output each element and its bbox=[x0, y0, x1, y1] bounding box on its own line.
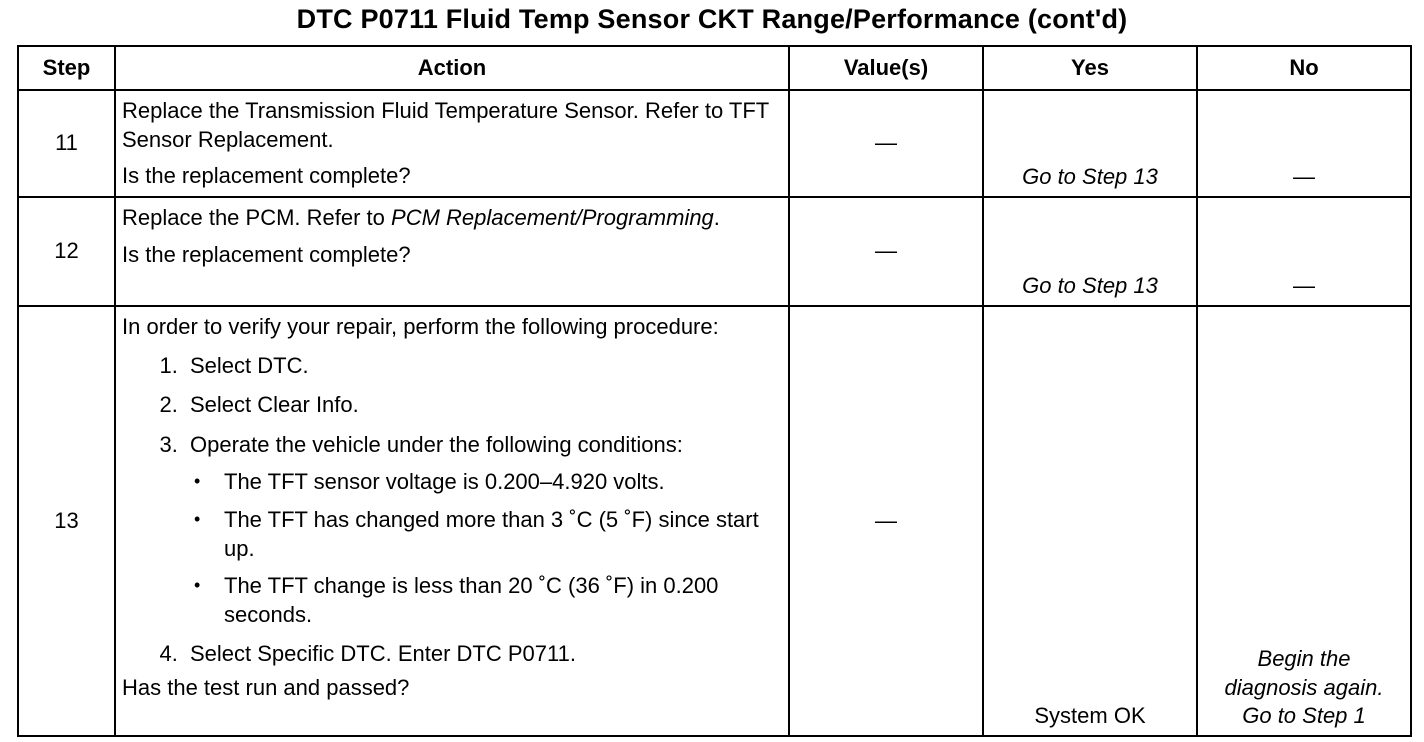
step-number: 11 bbox=[18, 90, 115, 197]
step-number: 13 bbox=[18, 306, 115, 736]
procedure-step: 1. Select DTC. bbox=[184, 352, 782, 381]
step-number: 12 bbox=[18, 197, 115, 306]
value-cell: — bbox=[789, 90, 983, 197]
no-line: Begin the bbox=[1257, 646, 1351, 672]
action-cell bbox=[115, 306, 789, 736]
action-cell bbox=[115, 90, 789, 197]
yes-cell: Go to Step 13 bbox=[983, 197, 1197, 306]
page-title: DTC P0711 Fluid Temp Sensor CKT Range/Performance (cont'd) bbox=[296, 4, 1128, 34]
procedure-step: 2. Select Clear Info. bbox=[184, 391, 782, 420]
condition-item: • The TFT change is less than 20 ˚C (36 ˚F) in 0.200 seconds. bbox=[224, 572, 782, 629]
condition-item: • The TFT has changed more than 3 ˚C (5 ˚F) since start up. bbox=[224, 506, 782, 563]
condition-item: • The TFT sensor voltage is 0.200–4.920 volts. bbox=[224, 468, 782, 497]
table-row bbox=[18, 197, 1411, 306]
no-cell bbox=[1197, 306, 1411, 736]
action-text: Replace the Transmission Fluid Temperature Sensor. Refer to TFT Sensor Replacement. bbox=[122, 98, 769, 152]
header-no: No bbox=[1197, 46, 1411, 90]
no-line: Go to Step 1 bbox=[1242, 703, 1366, 729]
action-cell bbox=[115, 197, 789, 306]
no-cell: — bbox=[1197, 197, 1411, 306]
action-text-prefix: Replace the PCM. Refer to bbox=[122, 205, 392, 230]
header-step: Step bbox=[18, 46, 115, 90]
action-question: Has the test run and passed? bbox=[122, 674, 410, 700]
header-values: Value(s) bbox=[789, 46, 983, 90]
header-action: Action bbox=[115, 46, 789, 90]
yes-cell: System OK bbox=[983, 306, 1197, 736]
no-cell: — bbox=[1197, 90, 1411, 197]
table-row bbox=[18, 306, 1411, 736]
action-question: Is the replacement complete? bbox=[122, 163, 411, 189]
value-cell: — bbox=[789, 306, 983, 736]
conditions-list bbox=[190, 468, 782, 629]
table-header-row bbox=[18, 46, 1411, 90]
procedure-step-text: Operate the vehicle under the following conditions: bbox=[190, 431, 683, 457]
action-reference: PCM Replacement/Programming bbox=[391, 205, 714, 230]
yes-cell: Go to Step 13 bbox=[983, 90, 1197, 197]
no-line: diagnosis again. bbox=[1224, 674, 1384, 700]
header-yes: Yes bbox=[983, 46, 1197, 90]
procedure-step: 4. Select Specific DTC. Enter DTC P0711. bbox=[184, 640, 782, 669]
procedure-step bbox=[184, 431, 782, 630]
action-question: Is the replacement complete? bbox=[122, 241, 411, 267]
action-text-suffix: . bbox=[713, 205, 720, 230]
table-row bbox=[18, 90, 1411, 197]
action-text bbox=[122, 204, 782, 233]
procedure-list bbox=[122, 352, 782, 669]
action-intro: In order to verify your repair, perform the following procedure: bbox=[122, 314, 719, 339]
value-cell: — bbox=[789, 197, 983, 306]
diagnostic-table bbox=[17, 45, 1412, 737]
